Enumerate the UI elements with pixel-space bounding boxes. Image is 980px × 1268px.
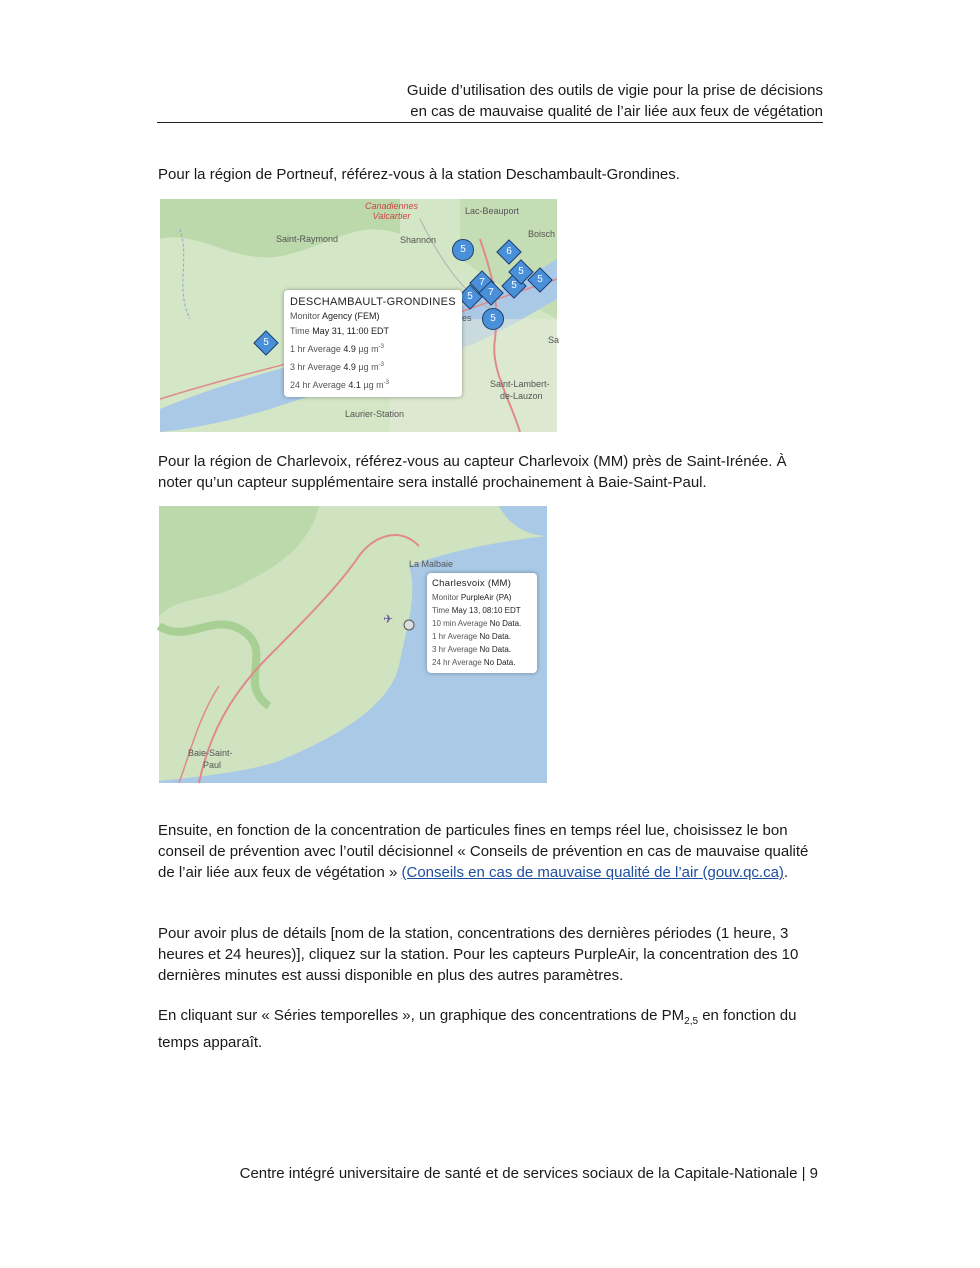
- map-label-es: es: [462, 313, 472, 323]
- popup-monitor-row: Monitor PurpleAir (PA): [432, 593, 512, 602]
- popup-avg24-row: 24 hr Average No Data.: [432, 658, 516, 667]
- map-label-shannon: Shannon: [400, 235, 437, 245]
- popup-avg1-row: 1 hr Average 4.9 µg $m^{-3}$: [290, 344, 384, 354]
- map-label-paul: Paul: [203, 760, 222, 770]
- sensor-marker[interactable]: 7: [478, 280, 503, 305]
- paragraph-ensuite: Ensuite, en fonction de la concentration de particules fines en temps réel lue, choisissez le bon conseil de prévention avec l’outil décisionnel « Conseils de prévention en cas de mauvaise qualité de l’air liée aux feux de végétation » (Conseils en cas de mauvaise qualité de l’air (gouv.qc.ca).: [158, 822, 809, 881]
- popup-title: Charlesvoix (MM): [432, 578, 512, 589]
- map-label-baie-saint: Baie-Saint-: [188, 748, 233, 758]
- station-marker[interactable]: 5: [482, 308, 504, 330]
- popup-time-row: Time May 31, 11:00 EDT: [290, 326, 390, 336]
- station-popup: [284, 290, 462, 397]
- sensor-marker[interactable]: 5: [457, 284, 482, 309]
- popup-title: DESCHAMBAULT-GRONDINES: [290, 296, 456, 308]
- map-label-sa: Sa: [548, 335, 560, 345]
- paragraph-charlevoix: Pour la région de Charlevoix, référez-vous au capteur Charlevoix (MM) près de Saint-Irénée. À noter qu’un capteur supplémentaire sera installé prochainement à Baie-Saint-Paul.: [158, 453, 787, 491]
- popup-avg3-row: 3 hr Average 4.9 µg $m^{-3}$: [290, 362, 384, 372]
- sensor-marker[interactable]: 5: [508, 259, 533, 284]
- map-label-lac-beauport: Lac-Beauport: [465, 206, 520, 216]
- popup-avg10-row: 10 min Average No Data.: [432, 619, 522, 628]
- header-divider: [157, 122, 823, 123]
- header-line-2: en cas de mauvaise qualité de l’air liée aux feux de végétation: [410, 103, 823, 120]
- sensor-marker[interactable]: 5: [527, 267, 552, 292]
- deschambault-marker[interactable]: 5: [253, 330, 278, 355]
- paragraph-details: Pour avoir plus de détails [nom de la station, concentrations des dernières périodes (1 heure, 3 heures et 24 heures)], cliquez sur la station. Pour les capteurs PurpleAir, la concentration des 10 dernières minutes est aussi disponible en plus des autres paramètres.: [158, 925, 799, 984]
- sensor-popup: [427, 573, 537, 673]
- map-label-boisch: Boisch: [528, 229, 556, 239]
- paragraph-series: En cliquant sur « Séries temporelles », un graphique des concentrations de $PM_{2,5}$ en fonction du temps apparaît.: [158, 1007, 797, 1051]
- sensor-marker[interactable]: 7: [469, 270, 494, 295]
- map-label-laurier-station: Laurier-Station: [345, 409, 405, 419]
- sensor-marker[interactable]: 5: [501, 273, 526, 298]
- popup-time-row: Time May 13, 08:10 EDT: [432, 606, 521, 615]
- paragraph-portneuf: Pour la région de Portneuf, référez-vous à la station Deschambault-Grondines.: [158, 166, 680, 183]
- map-label-saint-lambert: Saint-Lambert-: [490, 379, 550, 389]
- popup-monitor-row: Monitor Agency (FEM): [290, 311, 380, 321]
- page-header: [407, 80, 823, 122]
- popup-avg1-row: 1 hr Average No Data.: [432, 632, 512, 641]
- map-label-de-lauzon: de-Lauzon: [500, 391, 543, 401]
- map-label-saint-raymond: Saint-Raymond: [276, 234, 339, 244]
- station-marker[interactable]: 5: [452, 239, 474, 261]
- sensor-marker[interactable]: 6: [496, 239, 521, 264]
- conseils-link[interactable]: (Conseils en cas de mauvaise qualité de l’air (gouv.qc.ca): [401, 864, 784, 881]
- popup-avg3-row: 3 hr Average No Data.: [432, 645, 512, 654]
- svg-text:✈: ✈: [383, 612, 394, 626]
- map-portneuf[interactable]: [160, 199, 560, 432]
- header-line-1: Guide d’utilisation des outils de vigie pour la prise de décisions: [406, 82, 823, 99]
- page-footer: Centre intégré universitaire de santé et de services sociaux de la Capitale-Nationale | 9: [239, 1165, 818, 1182]
- popup-avg24-row: 24 hr Average 4.1 µg $m^{-3}$: [290, 380, 389, 390]
- map-label-la-malbaie: La Malbaie: [409, 559, 454, 569]
- map-charlevoix[interactable]: [159, 506, 547, 783]
- map-label-canadiennes: Canadiennes Valcartier: [365, 201, 419, 221]
